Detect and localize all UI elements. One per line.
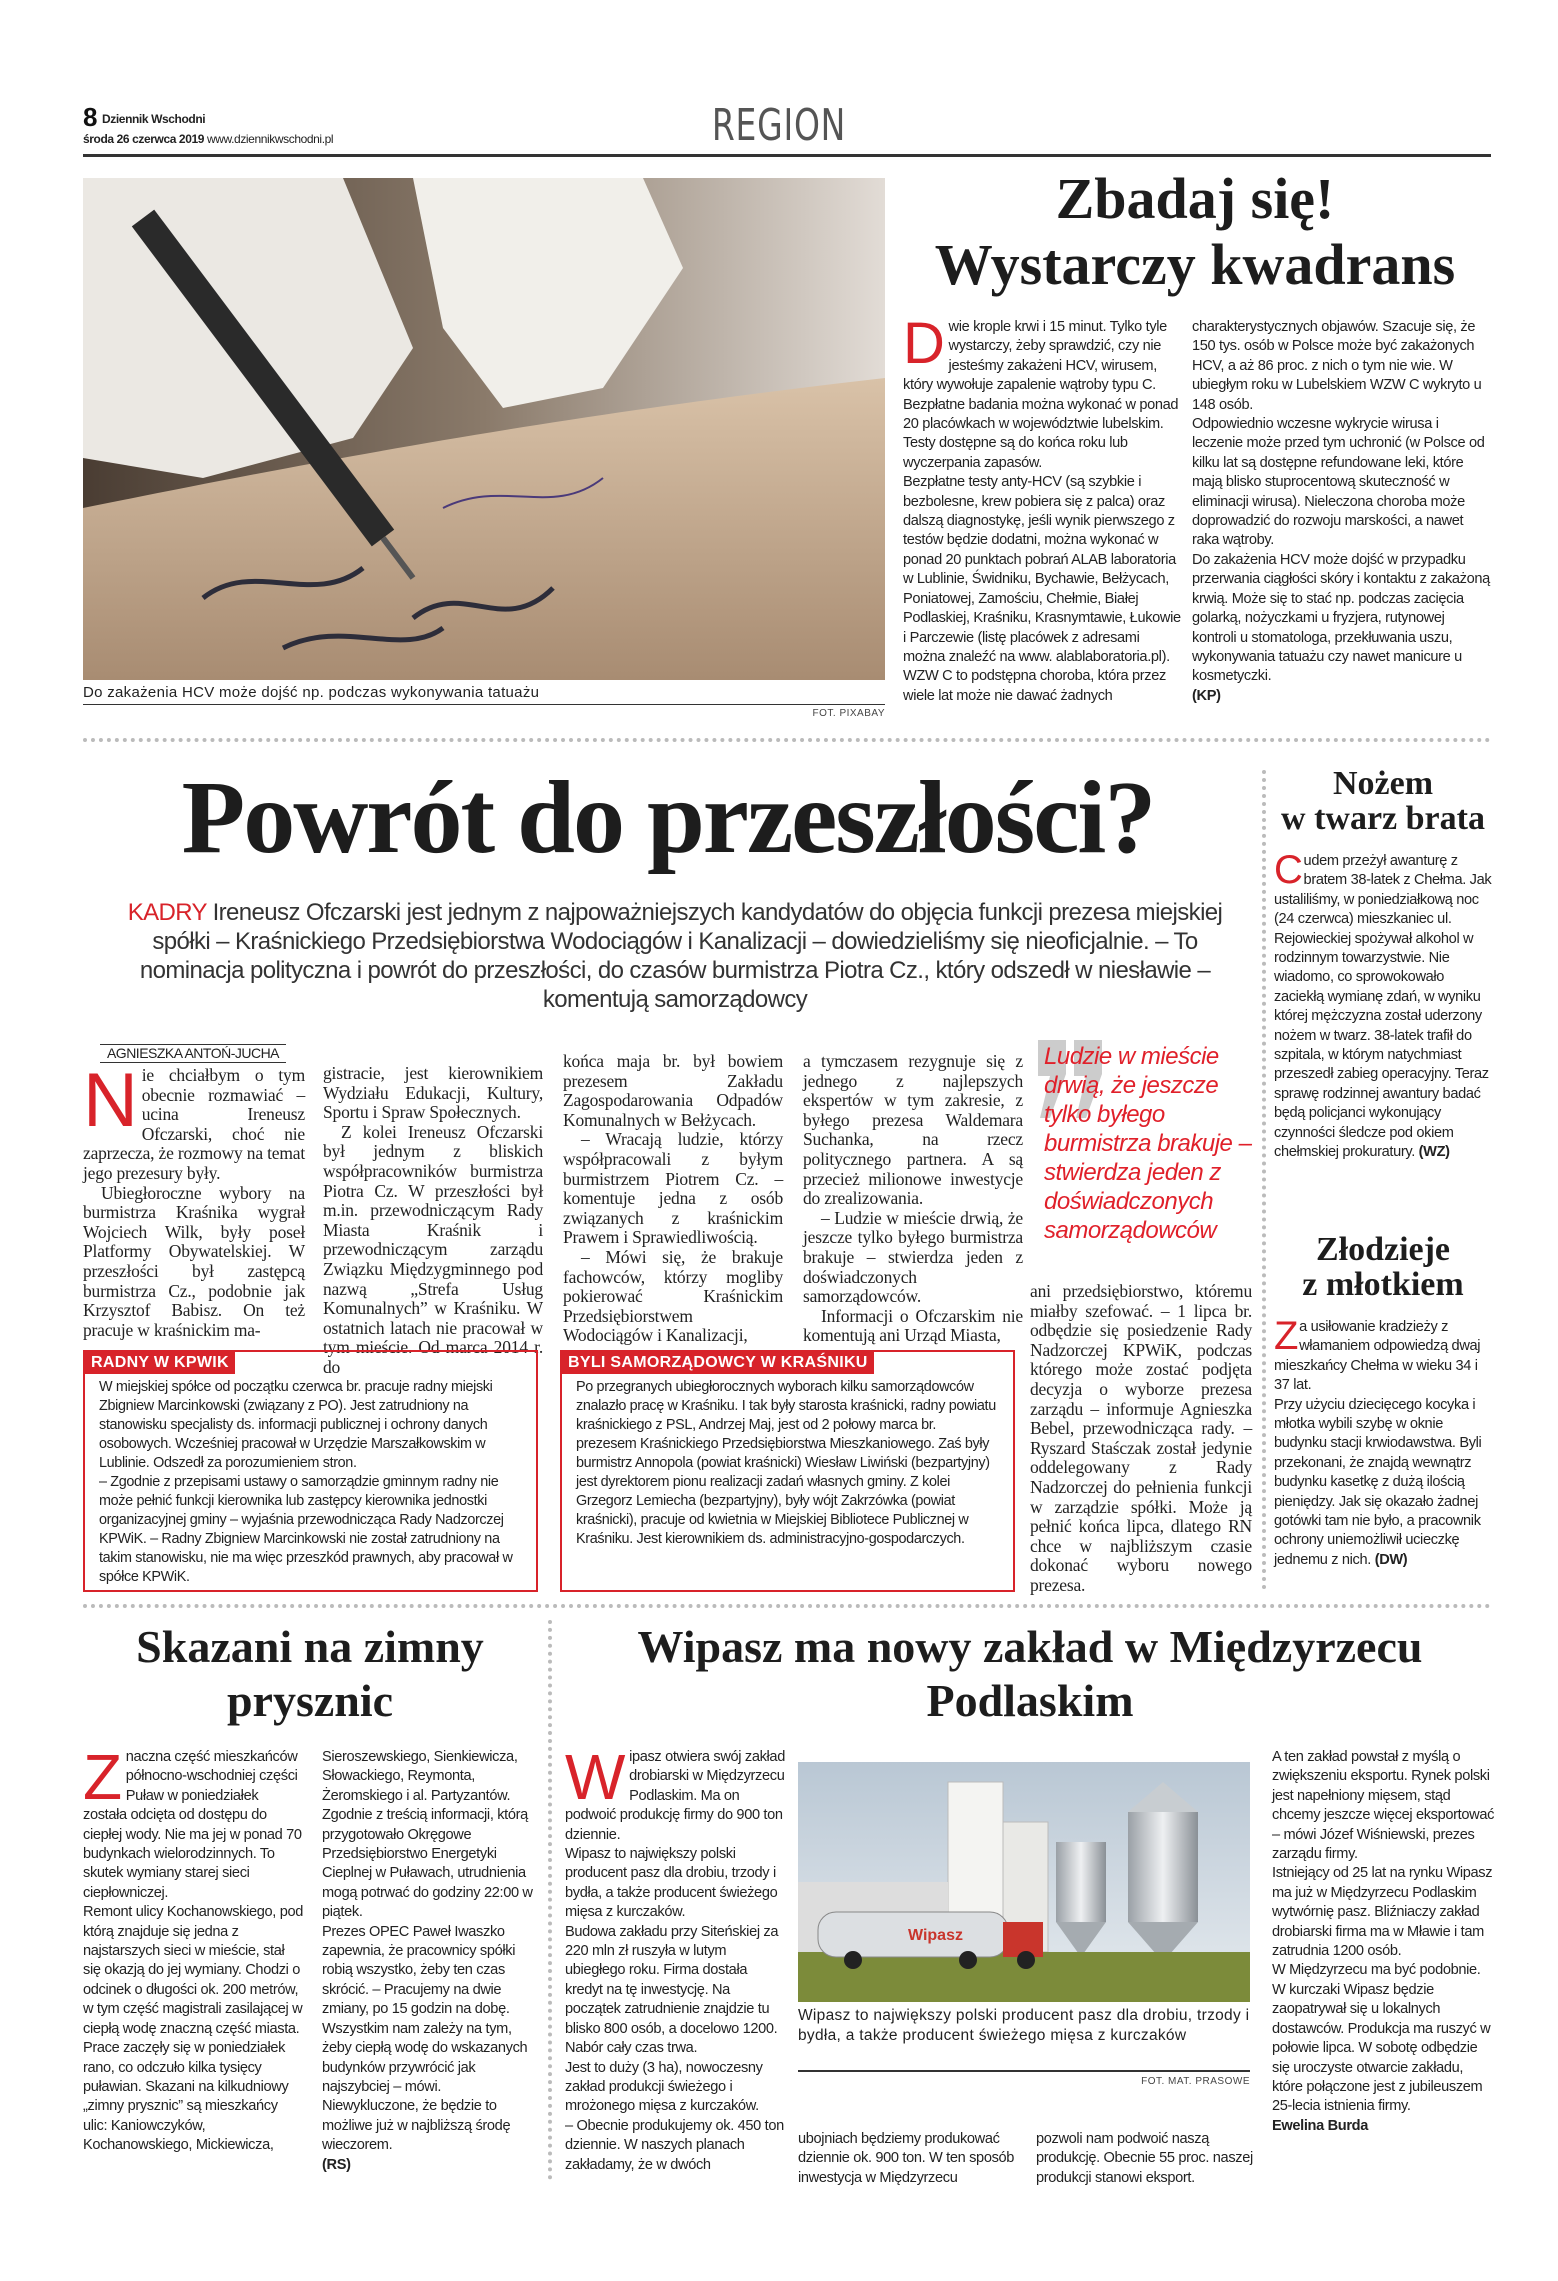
paragraph: Informacji o Ofczarskim nie komentują ani Urząd Miasta, — [803, 1305, 1023, 1346]
sidebar-box-samorzadowcy — [560, 1350, 1015, 1592]
paragraph: Istniejący od 25 lat na rynku Wipasz ma już w Międzyrzecu Podlaskim wytwórnię pasz. Bliźniaczy zakład drobiarski firma ma w Mławie i tam zatrudnia 1200 osób. — [1272, 1865, 1493, 1960]
drop-cap: D — [903, 311, 945, 376]
thieves-lead: a usiłowanie kradzieży z włamaniem odpowiedzą dwaj mieszkańcy Chełma w wieku 34 i 37 lat. — [1274, 1319, 1481, 1394]
paragraph: Po przegranych ubiegłorocznych wyborach kilku samorządowców znalazło pracę w Kraśniku. I tak były starosta kraśnicki, radny powiatu kraśnickiego z PSL, Andrzej Maj, jest od 2 połowy marca br. prezesem Kraśnickiego Przedsiębiorstwa Mieszkaniowego. Zaś były burmistrz Annopola (powiat kraśnicki) Wiesław Liwiński (bezpartyjny) jest dyrektorem pionu realizacji zadań własnych gminy. Z kolei Grzegorz Lemiecha (bezpartyjny), były wójt Zakrzówka (powiat kraśnicki), pracuje od kwietnia w Miejskiej Bibliotece Publicznej w Kraśniku. Jest kierownikiem ds. administracyjno-gospodarczych. — [576, 1379, 996, 1547]
drop-cap: W — [565, 1741, 626, 1813]
paragraph-group — [323, 1064, 543, 1378]
knife-headline-line2: w twarz brata — [1281, 800, 1485, 837]
paragraph: a tymczasem rezygnuje się z jednego z najlepszych ekspertów w tym zakresie, z byłego prezesa Waldemara Suchanka, na rzecz politycznego partnera. A są przecież milionowe inwestycje do zrealizowania. — [803, 1051, 1023, 1209]
box-tag: BYLI SAMORZĄDOWCY W KRAŚNIKU — [562, 1352, 874, 1374]
paragraph-group — [83, 1903, 305, 2155]
wipasz-column-3 — [1036, 2130, 1258, 2188]
box-tag: RADNY W KPWIK — [85, 1352, 235, 1374]
paragraph: gistracie, jest kierownikiem Wydziału Edukacji, Kultury, Sportu i Spraw Społecznych. — [323, 1063, 543, 1123]
pull-quote — [1030, 1030, 1255, 1270]
column-divider — [548, 1620, 552, 2180]
main-deck — [100, 898, 1250, 1014]
paragraph-group — [1192, 318, 1492, 687]
paragraph: Zgodnie z treścią informacji, którą przygotowało Okręgowe Przedsiębiorstwo Energetyki Cieplnej w Puławach, utrudnienia mogą potrwać do godziny 22:00 w piątek. — [322, 1807, 533, 1921]
paragraph-group — [803, 1052, 1023, 1346]
thieves-signature: (DW) — [1374, 1551, 1408, 1568]
shower-headline: Skazani na zimny prysznic — [136, 1621, 484, 1726]
wipasz-signature: Ewelina Burda — [1272, 2117, 1369, 2134]
paragraph: Jest to duży (3 ha), nowoczesny zakład produkcji świeżego i mrożonego mięsa z kurczaków. — [565, 2059, 763, 2115]
paragraph-group — [798, 2130, 1020, 2188]
knife-body — [1274, 848, 1496, 1163]
shower-signature: (RS) — [322, 2156, 351, 2173]
main-deck-text: Ireneusz Ofczarski jest jednym z najpoważniejszych kandydatów do objęcia funkcji prezesa miejskiej spółki – Kraśnickiego Przedsiębiorstwa Wodociągów i Kanalizacji – dowiedzieliśmy się nieoficjalnie. – To nominacja polityczna i powrót do przeszłości, do czasów burmistrza Piotra Cz., który odszedł w niesławie – komentują samorządowcy — [139, 899, 1223, 1013]
main-column-1 — [83, 1058, 305, 1340]
thieves-headline-line1: Złodzieje — [1315, 1231, 1451, 1268]
issue-date: środa 26 czerwca 2019 — [83, 132, 205, 146]
thieves-headline — [1270, 1232, 1496, 1302]
paragraph: – Wracają ludzie, którzy współpracowali z byłym burmistrzem Piotrem Cz. – komentuje jedna z osób związanych z kraśnickim Prawem i Sprawiedliwością. — [563, 1129, 783, 1248]
hcv-column-2 — [1192, 318, 1492, 706]
wipasz-photo-caption: Wipasz to największy polski producent pasz dla drobiu, trzody i bydła, a także producent świeżego mięsa z kurczaków — [798, 2007, 1250, 2044]
paragraph: charakterystycznych objawów. Szacuje się, że 150 tys. osób w Polsce może być zakażonych HCV, a aż 86 proc. z nich o tym nie wie. W ubiegłym roku w Lubelskiem WZW C wykryto u 148 osób. — [1192, 319, 1482, 413]
hcv-headline — [900, 166, 1490, 298]
drop-cap: C — [1274, 848, 1303, 892]
paragraph: ubojniach będziemy produkować dziennie ok. 900 ton. W ten sposób inwestycja w Międzyrzecu — [798, 2131, 1015, 2186]
paragraph: Prace zaczęły się w poniedziałek rano, co odczuło kilka tysięcy puławian. Skazani na kilkudniowy „zimny prysznic” są mieszkańcy ulic: Kaniowczyków, Kochanowskiego, Mickiewicza, — [83, 2040, 289, 2154]
knife-text: udem przeżył awanturę z bratem 38-latek z Chełma. Jak ustaliliśmy, w poniedziałkową noc (24 czerwca) mieszkaniec ul. Rejowieckiej spożywał alkohol w rodzinnym towarzystwie. Nie wiadomo, co sprowokowało zaciekłą wymianę zdań, w wyniku której mężczyzna został uderzony nożem w twarz. 38-latek trafił do szpitala, w którym natychmiast przeszedł zabieg operacyjny. Teraz sprawę rodzinnej awantury badać będą policjanci wykonujący czynności śledcze pod okiem chełmskiej prokuratury. — [1274, 853, 1492, 1161]
paragraph: – Zgodnie z przepisami ustawy o samorządzie gminnym radny nie może pełnić funkcji kierownika lub zastępcy kierownika jednostki organizacyjnej gminy – wyjaśnia przewodnicząca Rady Nadzorczej KPWiK. – Radny Zbigniew Marcinkowski nie został zatrudniony na takim stanowisku, nie ma więc przeszkód prawnych, aby pracował w spółce KPWiK. — [99, 1474, 513, 1585]
paragraph: W miejskiej spółce od początku czerwca br. pracuje radny miejski Zbigniew Marcinkowski (związany z PO). Jest zatrudniony na stanowisku specjalisty ds. informacji publicznej i ochrony danych osobowych. Wcześniej pracował w Urzędzie Marszałkowskim w Lublinie. Odszedł za porozumieniem stron. — [99, 1379, 493, 1471]
paragraph: Niewykluczone, że będzie to możliwe już w najbliższą środę wieczorem. — [322, 2098, 511, 2154]
section-divider — [83, 1604, 1491, 1608]
caption-rule — [83, 704, 885, 705]
wipasz-column-4 — [1272, 1748, 1496, 2136]
paragraph-group — [562, 1374, 1013, 1553]
paragraph: Odpowiednio wczesne wykrycie wirusa i leczenie może przed tym uchronić (w Polsce od kilku lat są dostępne refundowane leki, które mają blisko stuprocentową skuteczność w eliminacji wirusa). Nieleczona choroba może doprowadzić do rozwoju marskości, a nawet raka wątroby. — [1192, 416, 1485, 549]
knife-headline-line1: Nożem — [1332, 765, 1434, 802]
paragraph-group — [1272, 1748, 1496, 2117]
paragraph-group — [903, 396, 1185, 707]
paragraph: Prezes OPEC Paweł Iwaszko zapewnia, że pracownicy spółki robią wszystko, żeby ten czas skrócić. – Pracujemy na dwie zmiany, po 15 godzin na dobę. Wszystkim nam zależy na tym, żeby ciepłą wodę do wskazanych budynków przywrócić jak najszybciej – mówi. — [322, 1923, 528, 2095]
main-column-3 — [563, 1052, 783, 1346]
paragraph: końca maja br. był bowiem prezesem Zakładu Zagospodarowania Odpadów Komunalnych w Bełżycach. — [563, 1051, 783, 1130]
paragraph-group — [85, 1374, 536, 1591]
main-headline: Powrót do przeszłości? — [181, 760, 1155, 875]
drop-cap: Z — [83, 1741, 122, 1813]
hcv-lead: wie krople krwi i 15 minut. Tylko tyle wystarczy, żeby sprawdzić, czy nie jesteśmy zakażeni HCV, wirusem, który wywołuje zapalenie wątroby typu C. — [903, 319, 1167, 394]
paragraph-group — [1030, 1282, 1252, 1596]
paragraph: Wipasz to największy polski producent pasz dla drobiu, trzody i bydła, a także producent świeżego mięsa z kurczaków. — [565, 1846, 778, 1921]
paragraph: Bezpłatne testy anty-HCV (są szybkie i bezbolesne, krew pobiera się z palca) oraz dalszą diagnostykę, jeśli wynik pierwszego z testów będzie dodatni, można wykonać w ponad 20 punktach pobrań ALAB laboratoria w Lublinie, Świdniku, Bychawie, Bełżycach, Poniatowej, Zamościu, Chełmie, Białej Podlaskiej, Kraśniku, Krasnymtawie, Łukowie i Parczewie (listę placówek z adresami można znaleźć na www. alablaboratoria.pl). — [903, 474, 1181, 665]
wipasz-lead: ipasz otwiera swój zakład drobiarski w Międzyrzecu Podlaskim. Ma on podwoić produkcję firmy do 900 ton dziennie. — [565, 1749, 785, 1843]
paragraph: – Ludzie w mieście drwią, że jeszcze tylko byłego burmistrza brakuje – stwierdza jeden z doświadczonych samorządowców. — [803, 1207, 1023, 1307]
paragraph: – Obecnie produkujemy ok. 450 ton dziennie. W naszych planach zakładamy, że w dwóch — [565, 2117, 784, 2173]
wipasz-photo-credit: FOT. MAT. PRASOWE — [1141, 2076, 1250, 2087]
paragraph: pozwoli nam podwoić naszą produkcję. Obecnie 55 proc. naszej produkcji stanowi eksport. — [1036, 2131, 1253, 2186]
column-divider — [1262, 770, 1266, 1590]
main-column-4 — [803, 1052, 1023, 1346]
section-title: REGION — [711, 100, 847, 151]
truck-logo: Wipasz — [908, 1927, 963, 1944]
header-rule — [83, 154, 1491, 157]
paragraph-group — [563, 1052, 783, 1346]
paragraph: Budowa zakładu przy Siteńskiej za 220 mln zł ruszyła w lutym ubiegłego roku. Firma dostała kredyt na tę inwestycję. Na początek zatrudnienie znajdzie tu blisko 800 osób, a docelowo 1200. Nabór cały czas trwa. — [565, 1923, 779, 2057]
paragraph-group — [1036, 2130, 1258, 2188]
paragraph: WZW C to podstępna choroba, która przez wiele lat może nie dawać żadnych — [903, 668, 1166, 704]
wipasz-headline: Wipasz ma nowy zakład w Międzyrzecu Podlaskim — [637, 1621, 1423, 1726]
paragraph: – Mówi się, że brakuje fachowców, którzy mogliby pokierować Kraśnickim Przedsiębiorstwem Wodociągów i Kanalizacji, — [563, 1246, 783, 1346]
paragraph-group — [565, 1845, 787, 2175]
drop-cap: Z — [1274, 1314, 1299, 1358]
tattoo-photo — [83, 178, 885, 680]
photo-caption: Do zakażenia HCV może dojść np. podczas wykonywania tatuażu — [83, 684, 540, 701]
wipasz-column-1 — [565, 1741, 787, 2175]
wipasz-photo — [798, 1762, 1250, 2002]
section-divider — [83, 738, 1491, 742]
knife-headline — [1270, 766, 1496, 836]
pull-quote-text: Ludzie w mieście drwią, że jeszcze tylko byłego burmistrza brakuje – stwierdza jeden z doświadczonych samorządowców — [1044, 1043, 1252, 1244]
hcv-signature: (KP) — [1192, 687, 1221, 704]
paragraph: Z kolei Ireneusz Ofczarski był jednym z bliskich współpracowników burmistrza Piotra Cz. W przeszłości był m.in. przewodniczącym Rady Miasta Kraśnik i przewodniczącym zarządu Związku Międzygminnego pod nazwą „Strefa Usług Komunalnych” w Kraśniku. W ostatnich latach nie pracował w tym mieście. Od marca 2014 r. do — [323, 1121, 543, 1377]
shower-lead: naczna część mieszkańców północno-wschodniej części Puław w poniedziałek została odcięta od dostępu do ciepłej wody. Nie ma jej w ponad 70 budynkach wielorodzinnych. To skutek wymiany starej sieci ciepłowniczej. — [83, 1749, 302, 1901]
paper-url[interactable]: www.dziennikwschodni.pl — [206, 132, 334, 146]
drop-cap: N — [83, 1058, 138, 1143]
paragraph: Do zakażenia HCV może dojść w przypadku przerwania ciągłości skóry i kontaktu z zakażoną krwią. Może się to stać np. podczas zacięcia golarką, nożyczkami u fryzjera, rutynowej kontroli u stomatologa, przekłuwania uszu, wykonywania tatuażu czy nawet manicure u kosmetyczki. — [1192, 551, 1490, 685]
hcv-headline-line1: Zbadaj się! — [1055, 166, 1335, 231]
photo-credit: FOT. PIXABAY — [812, 708, 885, 719]
paragraph: W Międzyrzecu ma być podobnie. — [1272, 1962, 1481, 1979]
paragraph-group — [83, 1184, 305, 1341]
knife-signature: (WZ) — [1418, 1144, 1450, 1161]
byline: AGNIESZKA ANTOŃ-JUCHA — [100, 1044, 286, 1063]
main-lead: ie chciałbym o tym obecnie rozmawiać – ucina Ireneusz Ofczarski, choć nie zaprzecza, że rozmowy na temat jego prezesury były. — [83, 1065, 305, 1183]
paragraph: A ten zakład powstał z myślą o zwiększeniu eksportu. Rynek polski jest napełniony mięsem, stąd chcemy jeszcze więcej eksportować – mówi Józef Wiśniewski, prezes zarządu firmy. — [1272, 1749, 1495, 1863]
hcv-headline-line2: Wystarczy kwadrans — [934, 232, 1456, 297]
paragraph: Sieroszewskiego, Sienkiewicza, Słowackiego, Reymonta, Żeromskiego i al. Partyzantów. — [322, 1749, 518, 1804]
thieves-text: Przy użyciu dziecięcego kocyka i młotka wybili szybę w oknie budynku stacji krwiodawstwa. Byli przekonani, że znajdą wewnątrz budynku kasetkę z dużą ilością pieniędzy. Jak się okazało żadnej gotówki tam nie było, a pracownik ochrony uniemożliwił ucieczkę jednemu z nich. — [1274, 1396, 1482, 1568]
paragraph: Bezpłatne badania można wykonać w ponad 20 placówkach w województwie lubelskim. Testy dostępne są do końca roku lub wyczerpania zapasów. — [903, 396, 1179, 471]
main-kicker: KADRY — [127, 899, 207, 926]
caption-rule — [798, 2070, 1250, 2072]
sidebar-box-radny — [83, 1350, 538, 1592]
paragraph-group — [322, 1748, 544, 2156]
main-column-5 — [1030, 1282, 1252, 1596]
issue-date-line — [83, 132, 333, 146]
paragraph: ani przedsiębiorstwo, któremu miałby szefować. – 1 lipca br. odbędzie się posiedzenie Rady Nadzorczej KPWiK, podczas którego może zostać podjęta decyzja o wyborze prezesa zarządu – informuje Agnieszka Bebel, przewodnicząca rady. – Ryszard Staśczak został jedynie oddelegowany z Rady Nadzorczej do pełnienia funkcji w zarządzie spółki. Może ją pełnić końca lipca, dlatego RN chce w najbliższym czasie dokonać wyboru nowego prezesa. — [1030, 1281, 1252, 1595]
shower-column-2 — [322, 1748, 544, 2175]
wipasz-column-2 — [798, 2130, 1020, 2188]
paragraph: W kurczaki Wipasz będzie zaopatrywał się u lokalnych dostawców. Produkcja ma ruszyć w połowie lipca. W sobotę odbędzie się uroczyste otwarcie zakładu, które połączone jest z jubileuszem 25-lecia istnienia firmy. — [1272, 1981, 1491, 2115]
thieves-body — [1274, 1314, 1496, 1570]
paragraph: Remont ulicy Kochanowskiego, pod którą znajduje się jedna z najstarszych sieci w mieście, stał się okazją do jej wymiany. Chodzi o odcinek o długości ok. 200 metrów, w tym część magistrali zasilającej w ciepłą wodę znaczną część miasta. — [83, 1904, 303, 2037]
thieves-headline-line2: z młotkiem — [1302, 1266, 1464, 1303]
paper-name: Dziennik Wschodni — [102, 112, 206, 126]
main-column-2 — [323, 1064, 543, 1378]
page-number: 8 — [83, 102, 98, 132]
hcv-column-1 — [903, 311, 1185, 706]
shower-column-1 — [83, 1741, 305, 2156]
paragraph: Ubiegłoroczne wybory na burmistrza Kraśnika wygrał Wojciech Wilk, były poseł Platformy Obywatelskiej. W przeszłości był zastępcą burmistrza Cz., podobnie jak Krzysztof Babisz. On też pracuje w kraśnickim ma- — [83, 1182, 305, 1340]
